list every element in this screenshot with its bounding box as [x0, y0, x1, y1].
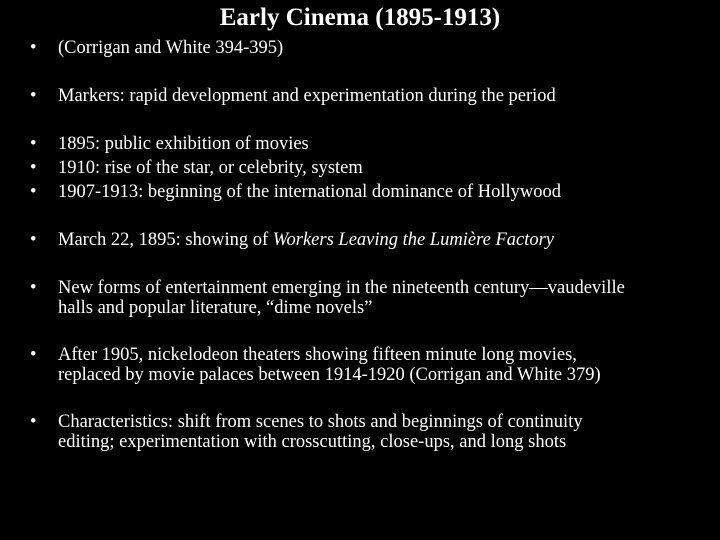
bullet-dot: • [30, 345, 37, 365]
bullet-text: Markers: rapid development and experimentation during the period [58, 86, 556, 106]
bullet-text: 1895: public exhibition of movies [58, 134, 309, 154]
bullet-dot: • [30, 230, 37, 250]
bullet-text: 1907-1913: beginning of the international dominance of Hollywood [58, 182, 561, 202]
bullet-text-line: editing; experimentation with crosscutting, close-ups, and long shots [58, 432, 567, 452]
bullet-text [58, 345, 698, 385]
bullet-dot: • [30, 86, 37, 106]
film-title: Workers Leaving the Lumière Factory [272, 230, 555, 250]
bullet-dot: • [30, 182, 37, 202]
bullet-dot: • [30, 412, 37, 432]
bullet-text-line: halls and popular literature, “dime novels” [58, 298, 373, 318]
bullet-text-line: Characteristics: shift from scenes to shots and beginnings of continuity [58, 412, 583, 432]
bullet-text: (Corrigan and White 394-395) [58, 38, 284, 58]
bullet-text [58, 278, 698, 318]
bullet-text-prefix: March 22, 1895: showing of [58, 230, 273, 250]
bullet-text-line: New forms of entertainment emerging in the nineteenth century—vaudeville [58, 278, 625, 298]
bullet-text: 1910: rise of the star, or celebrity, system [58, 158, 363, 178]
bullet-dot: • [30, 278, 37, 298]
bullet-text-line: After 1905, nickelodeon theaters showing fifteen minute long movies, [58, 345, 577, 365]
bullet-text [58, 412, 698, 452]
bullet-dot: • [30, 158, 37, 178]
bullet-dot: • [30, 38, 37, 58]
bullet-text-line: replaced by movie palaces between 1914-1920 (Corrigan and White 379) [58, 365, 601, 385]
bullet-dot: • [30, 134, 37, 154]
slide-title: Early Cinema (1895-1913) [219, 4, 501, 31]
bullet-text [58, 230, 698, 250]
